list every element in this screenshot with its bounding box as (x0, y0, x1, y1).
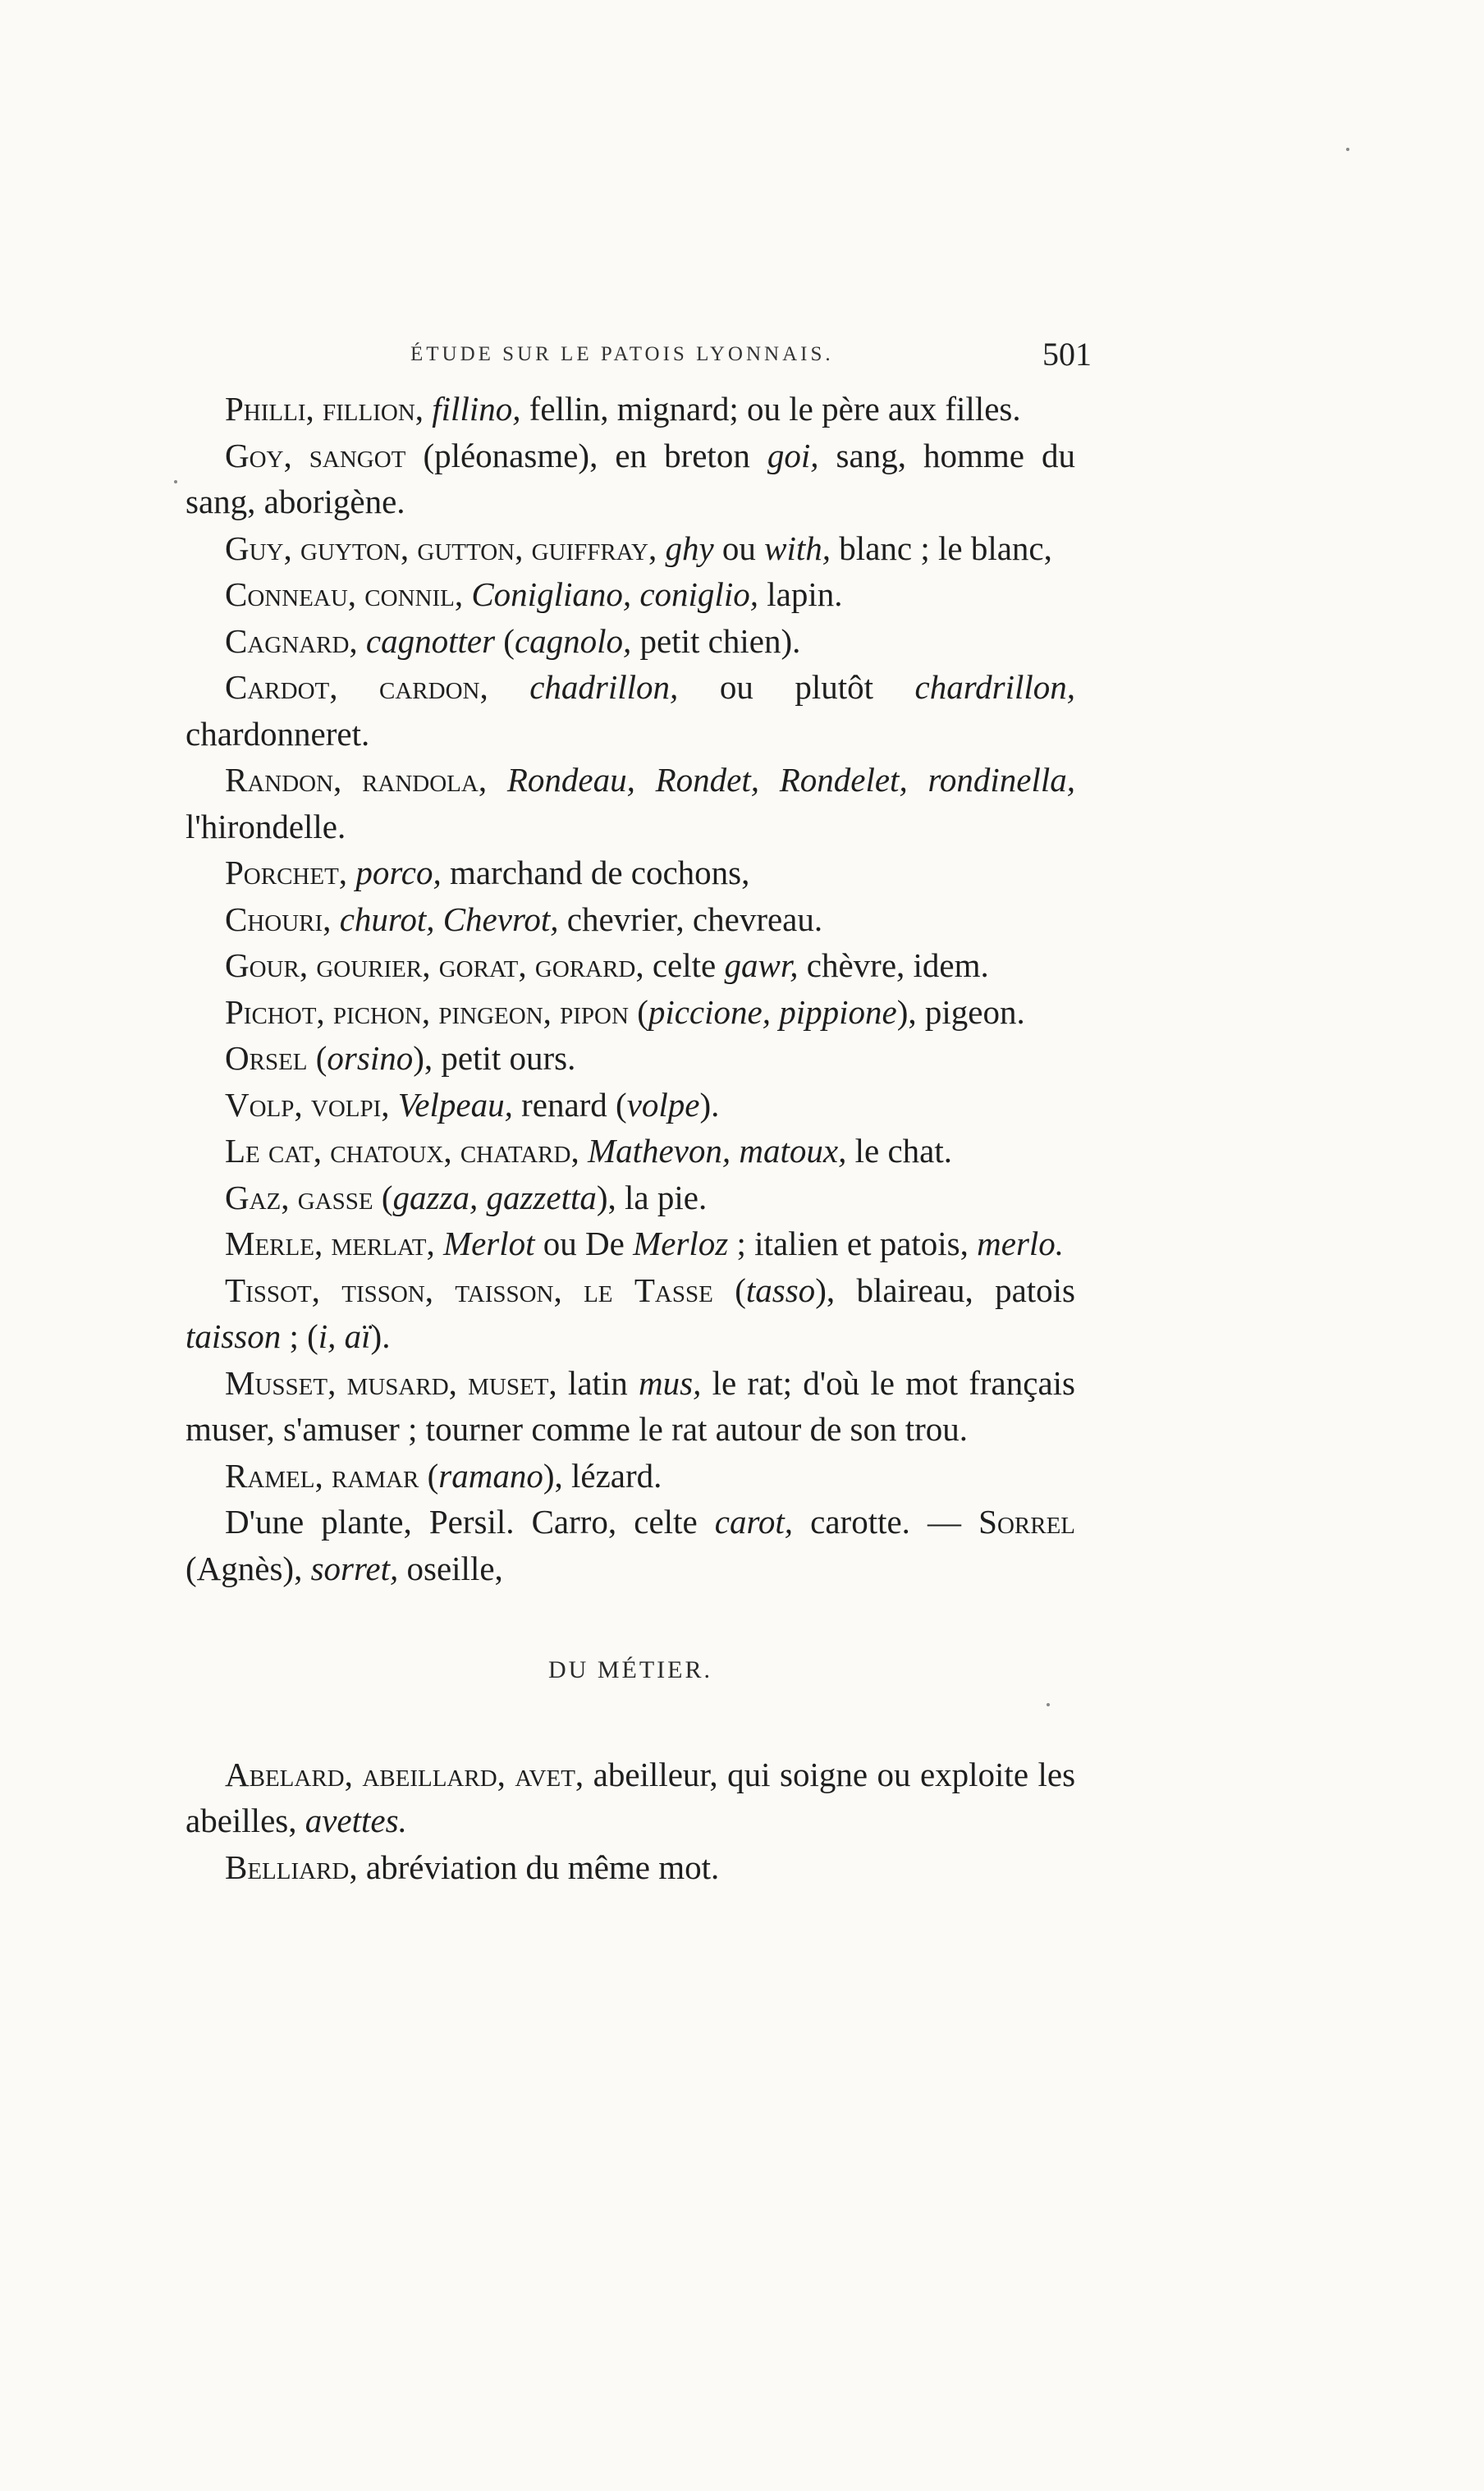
entry-abelard (186, 1751, 1075, 1844)
spacer (331, 900, 339, 938)
entry-tissot (186, 1267, 1075, 1360)
etymon: Merloz (633, 1225, 729, 1262)
gloss: abréviation du même mot. (357, 1848, 720, 1886)
gloss: ou (713, 529, 765, 567)
etymon: Rondeau, Rondet, Rondelet, rondinella, (506, 761, 1075, 799)
variants: randola, (362, 761, 488, 799)
gloss: ), lézard. (543, 1456, 662, 1495)
gloss: oseille, (398, 1549, 503, 1587)
etymon: volpe (626, 1085, 700, 1124)
spacer (579, 1132, 588, 1170)
etymon: avettes. (305, 1802, 407, 1839)
entry-randon (186, 757, 1075, 849)
variants: gasse (297, 1178, 373, 1216)
headword: Porchet, (225, 854, 348, 891)
headword: Guy, (225, 529, 300, 567)
gloss: l'hirondelle. (186, 807, 346, 845)
gloss: lapin. (758, 575, 843, 613)
gloss: ), la pie. (596, 1178, 708, 1216)
etymon: churot, Chevrot, (339, 900, 559, 938)
gloss: blanc ; le blanc, (831, 529, 1052, 567)
entry-le-cat (186, 1128, 1075, 1175)
variants: pichon, pingeon, pipon (332, 992, 629, 1031)
etymon: gazza, gazzetta (392, 1178, 597, 1216)
variants: volpi, (310, 1085, 390, 1124)
headword: Abelard, (225, 1755, 363, 1793)
headword: Tasse (634, 1271, 713, 1309)
running-head: ÉTUDE SUR LE PATOIS LYONNAIS. (410, 343, 834, 365)
spacer (390, 1086, 398, 1124)
paper-speck (1047, 1703, 1050, 1706)
gloss: ), pigeon. (896, 992, 1025, 1031)
paper-speck (174, 480, 177, 483)
headword: Le (225, 1132, 269, 1170)
gloss: celte (644, 946, 725, 984)
gloss: le rat; d'où le mot français muser, s'amuser ; tourner comme le rat autour de son trou. (186, 1363, 1075, 1448)
variants: merlat, (331, 1225, 435, 1262)
variants: musard, muset, (346, 1363, 557, 1402)
spacer (657, 529, 665, 567)
etymon: goi, (767, 436, 819, 474)
gloss: marchand de cochons, (441, 854, 750, 891)
entry-orsel (186, 1035, 1075, 1082)
etymon: porco, (355, 854, 442, 891)
spacer (358, 622, 366, 660)
etymon: Merlot (442, 1225, 535, 1262)
gloss: abeilleur, qui soigne ou exploite les abeilles, (186, 1755, 1076, 1839)
entry-guy (186, 525, 1075, 572)
etymon: cagnolo, (514, 621, 632, 660)
entry-chouri (186, 896, 1075, 943)
gloss: ), blaireau, patois (815, 1271, 1076, 1309)
entry-goy (186, 433, 1075, 525)
variants: guyton, gutton, guiffray, (300, 529, 657, 567)
variants: ramar (332, 1456, 419, 1495)
headword: Conneau, (225, 575, 365, 613)
gloss: ( (712, 1271, 746, 1309)
headword: Musset, (225, 1363, 347, 1402)
gloss: ou De (534, 1225, 634, 1262)
gloss: ( (495, 621, 515, 660)
entry-plante (186, 1499, 1075, 1591)
gloss: ( (419, 1456, 439, 1495)
gloss: petit chien). (631, 621, 801, 660)
etymon: with, (764, 529, 831, 567)
etymon: fillino, (432, 390, 521, 428)
entry-pichot (186, 989, 1075, 1036)
entry-porchet (186, 849, 1075, 896)
variants: tisson, taisson, le (341, 1271, 613, 1309)
gloss: chevrier, chevreau. (558, 900, 823, 938)
gloss: ou plutôt (678, 668, 915, 706)
entry-philli (186, 386, 1075, 433)
spacer (487, 761, 507, 799)
etymon: Mathevon, matoux, (587, 1132, 847, 1170)
etymon: taisson (186, 1317, 282, 1355)
headword: Goy, (225, 436, 309, 474)
spacer (347, 854, 355, 891)
headword: Chouri, (225, 900, 332, 938)
etymon: tasso (745, 1271, 816, 1309)
gloss: (Agnès), (186, 1549, 311, 1587)
etymon: merlo. (977, 1225, 1065, 1262)
section-title: DU MÉTIER. (548, 1656, 712, 1683)
gloss: renard ( (512, 1085, 627, 1124)
headword: Philli, (225, 390, 323, 428)
gloss: ( (628, 992, 648, 1031)
headword: Ramel, (225, 1456, 332, 1495)
etymon: carot, (714, 1503, 794, 1541)
gloss: sang, homme du sang, aborigène. (186, 436, 1075, 520)
gloss: chèvre, idem. (798, 946, 989, 984)
headword: Gour, (225, 946, 317, 984)
spacer (488, 668, 530, 706)
gloss: ; ( (281, 1317, 318, 1355)
etymon: orsino (327, 1039, 414, 1077)
spacer (613, 1271, 634, 1309)
page-number: 501 (1042, 336, 1092, 373)
entry-volp (186, 1082, 1075, 1129)
headword: Merle, (225, 1225, 332, 1262)
gloss: le chat. (846, 1132, 953, 1170)
variants: fillion, (323, 390, 433, 428)
entry-cagnard (186, 618, 1075, 665)
headword: Tissot, (225, 1271, 342, 1309)
variants: cat, chatoux, chatard, (268, 1132, 579, 1170)
entry-merle (186, 1220, 1075, 1267)
headword: Orsel (225, 1039, 308, 1077)
variants: connil, (364, 575, 464, 613)
etymon: chardrillon, (914, 668, 1076, 706)
gloss: fellin, mignard; ou le père aux filles. (520, 390, 1021, 428)
gloss: latin (556, 1363, 639, 1402)
entry-musset (186, 1360, 1075, 1453)
headword: Cardot, (225, 668, 379, 706)
headword: Gaz, (225, 1178, 298, 1216)
entry-gour (186, 942, 1075, 989)
gloss: ( (307, 1039, 327, 1077)
etymon: i, aï (318, 1317, 371, 1355)
paper-speck (1346, 148, 1349, 151)
gloss: ). (370, 1317, 391, 1355)
entry-conneau (186, 571, 1075, 618)
gloss: ( (373, 1178, 393, 1216)
entry-belliard (186, 1844, 1075, 1891)
variants: cardon, (379, 668, 488, 706)
headword: Randon, (225, 761, 363, 799)
etymon: ramano (438, 1456, 543, 1495)
etymon: piccione, pippione (648, 992, 897, 1031)
headword: Cagnard, (225, 621, 358, 660)
etymon: Velpeau, (397, 1085, 513, 1124)
spacer (435, 1225, 443, 1262)
headword: Sorrel (978, 1503, 1075, 1541)
gloss: ; italien et patois, (728, 1225, 978, 1262)
entry-gaz (186, 1175, 1075, 1221)
gloss: ), petit ours. (413, 1039, 576, 1077)
page-header (410, 335, 1092, 376)
etymon: gawr, (724, 946, 799, 984)
entry-ramel (186, 1453, 1075, 1500)
etymon: ghy (665, 529, 714, 567)
body-text (186, 386, 1075, 1890)
variants: abeillard, avet, (362, 1755, 584, 1793)
headword: Belliard, (225, 1848, 358, 1886)
etymon: Conigliano, coniglio, (471, 575, 758, 613)
gloss: D'une plante, Persil. Carro, celte (225, 1503, 715, 1541)
spacer (463, 575, 471, 613)
etymon: sorret, (310, 1549, 399, 1587)
etymon: mus, (639, 1363, 702, 1402)
headword: Volp, (225, 1085, 311, 1124)
gloss: ). (699, 1085, 720, 1124)
gloss: (pléonasme), en breton (405, 436, 767, 474)
etymon: chadrillon, (529, 668, 679, 706)
gloss: chardonneret. (186, 714, 370, 753)
variants: sangot (309, 436, 406, 474)
headword: Pichot, (225, 992, 333, 1031)
gloss: carotte. — (793, 1503, 979, 1541)
variants: gourier, gorat, gorard, (316, 946, 644, 984)
entry-cardot (186, 664, 1075, 757)
etymon: cagnotter (365, 621, 496, 660)
